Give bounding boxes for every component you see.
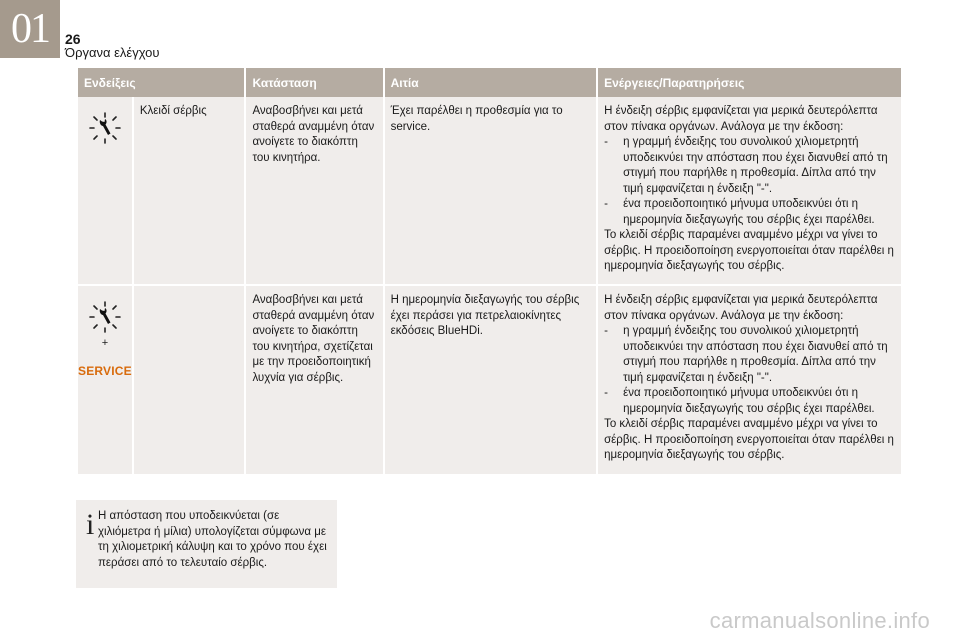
actions-cell [598,97,901,286]
plus-sign: + [101,337,109,349]
actions-outro: Το κλειδί σέρβις παραμένει αναμμένο μέχρι να γίνει το σέρβις. Η προειδοποίηση ενεργοποιείται όταν παρέλθει η ημερομηνία διεξαγωγής του σέρβις. [604,229,894,272]
indicator-icon-cell [78,286,132,474]
info-icon: i [86,508,95,541]
actions-list [604,135,895,228]
header-indications: Ενδείξεις [78,68,244,97]
cause-text: Η ημερομηνία διεξαγωγής του σέρβις έχει περάσει για πετρελαιοκίνητες εκδόσεις BlueHDi. [385,286,597,474]
table-row [78,97,901,286]
actions-list [604,324,895,417]
indication-label: Κλειδί σέρβις [134,97,245,286]
list-item: - η γραμμή ένδειξης του συνολικού χιλιομετρητή υποδεικνύει την απόσταση που έχει διανυθεί από τη στιγμή που παρήλθε η προθεσμία. Δίπλα από την τιμή εμφανίζεται η ένδειξη "-". [604,324,895,386]
actions-intro: Η ένδειξη σέρβις εμφανίζεται για μερικά δευτερόλεπτα στον πίνακα οργάνων. Ανάλογα με την έκδοση: [604,105,878,133]
header-actions: Ενέργειες/Παρατηρήσεις [598,68,901,97]
table-header-row [78,68,901,97]
wrench-icon [88,111,122,145]
indicator-icon-cell [78,97,132,286]
indication-label [134,286,245,474]
actions-outro: Το κλειδί σέρβις παραμένει αναμμένο μέχρι να γίνει το σέρβις. Η προειδοποίηση ενεργοποιείται όταν παρέλθει η ημερομηνία διεξαγωγής του σέρβις. [604,418,894,461]
cause-text: Έχει παρέλθει η προθεσμία για το service. [385,97,597,286]
header-status: Κατάσταση [246,68,382,97]
actions-cell [598,286,901,474]
chapter-tab: 01 [0,0,60,58]
service-warning-icon: SERVICE [78,363,132,378]
status-text: Αναβοσβήνει και μετά σταθερά αναμμένη όταν ανοίγετε το διακόπτη του κινητήρα. [246,97,382,286]
service-indicator-table [76,68,903,474]
wrench-icon [88,300,122,334]
page-number: 26 [65,31,81,47]
table-row [78,286,901,474]
watermark: carmanualsonline.info [709,608,930,633]
actions-intro: Η ένδειξη σέρβις εμφανίζεται για μερικά δευτερόλεπτα στον πίνακα οργάνων. Ανάλογα με την έκδοση: [604,294,878,322]
list-item: - ένα προειδοποιητικό μήνυμα υποδεικνύει ότι η ημερομηνία διεξαγωγής του σέρβις έχει παρέλθει. [604,197,895,228]
list-item: - ένα προειδοποιητικό μήνυμα υποδεικνύει ότι η ημερομηνία διεξαγωγής του σέρβις έχει παρέλθει. [604,386,895,417]
info-note-box [76,500,337,588]
info-note-text: Η απόσταση που υποδεικνύεται (σε χιλιόμετρα ή μίλια) υπολογίζεται σύμφωνα με τη χιλιομετρική κάλυψη και το χρόνο που έχει περάσει από το τελευταίο σέρβις. [98,510,327,569]
section-title: Όργανα ελέγχου [65,45,160,60]
status-text: Αναβοσβήνει και μετά σταθερά αναμμένη όταν ανοίγετε το διακόπτη του κινητήρα, σχετίζεται με την προειδοποιητική λυχνία για σέρβις. [246,286,382,474]
header-cause: Αιτία [385,68,597,97]
list-item: - η γραμμή ένδειξης του συνολικού χιλιομετρητή υποδεικνύει την απόσταση που έχει διανυθεί από τη στιγμή που παρήλθε η προθεσμία. Δίπλα από την τιμή εμφανίζεται η ένδειξη "-". [604,135,895,197]
